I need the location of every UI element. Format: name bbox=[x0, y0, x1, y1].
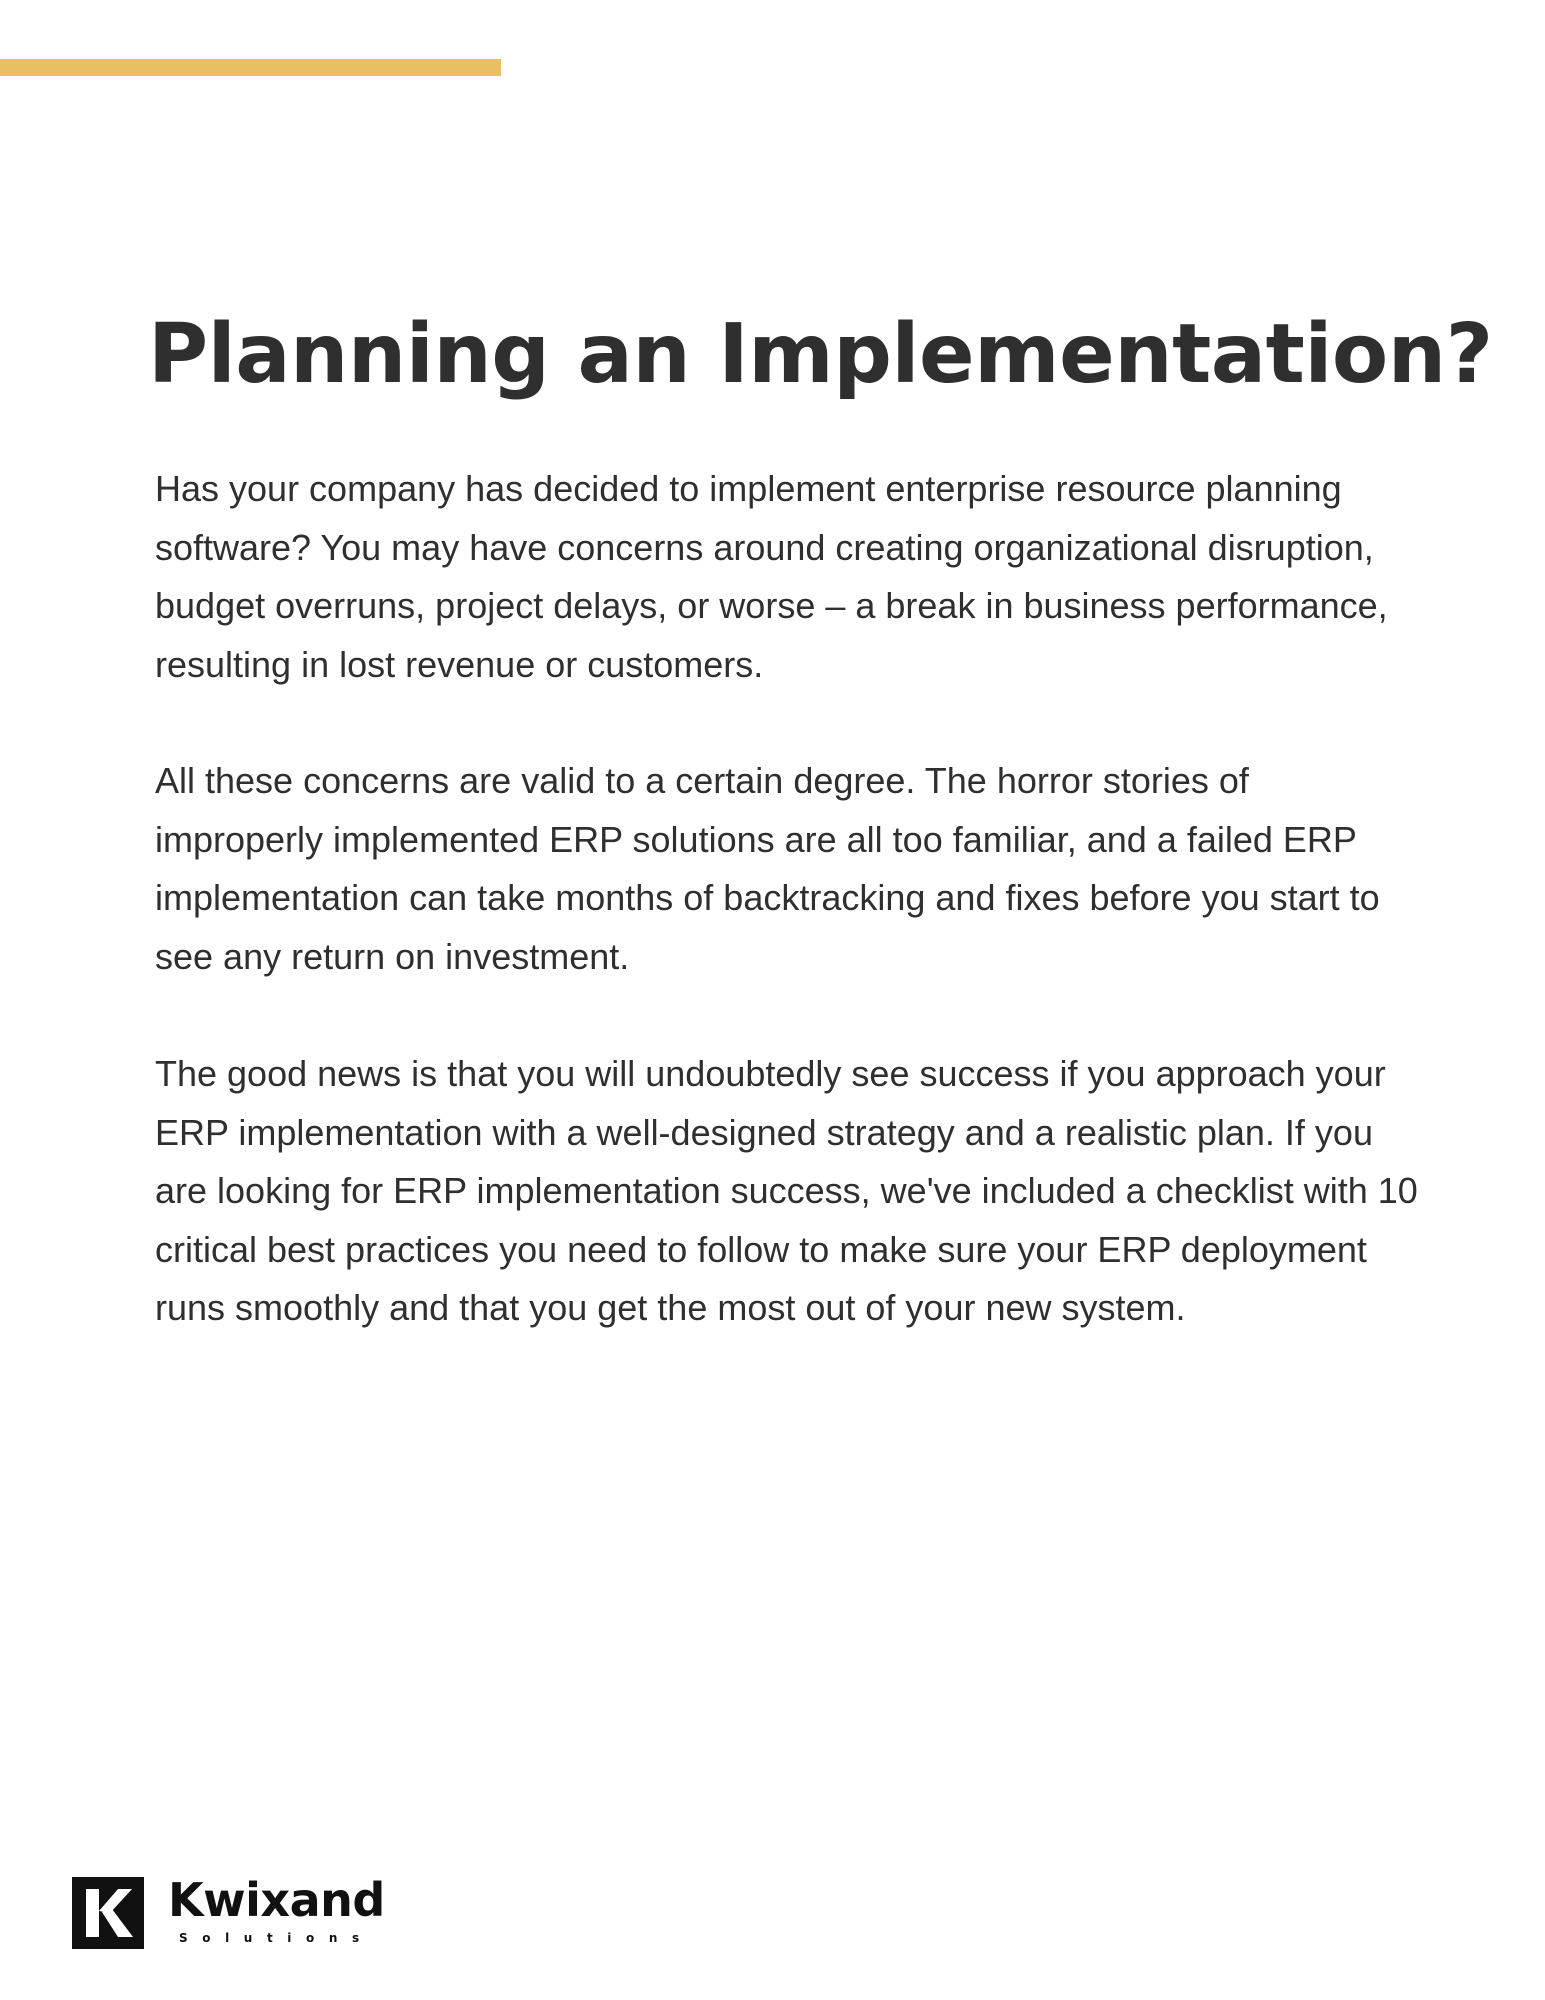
k-logo-icon bbox=[72, 1877, 144, 1949]
accent-bar bbox=[0, 59, 501, 76]
intro-paragraph: Has your company has decided to implement enterprise resource planning software? You may have concerns around creating organizational disruption, budget overruns, project delays, or worse – a break in business performance, resulting in lost revenue or customers. bbox=[155, 468, 1388, 685]
page-title: Planning an Implementation? bbox=[148, 307, 1493, 402]
concerns-paragraph: All these concerns are valid to a certain degree. The horror stories of improperly implemented ERP solutions are all too familiar, and a failed ERP implementation can take months of backtracking and fixes before you start to see any return on investment. bbox=[155, 760, 1380, 977]
good-news-paragraph: The good news is that you will undoubtedly see success if you approach your ERP implementation with a well-designed strategy and a realistic plan. If you are looking for ERP implementation success, we've included a checklist with 10 critical best practices you need to follow to make sure your ERP deployment runs smoothly and that you get the most out of your new system. bbox=[155, 1053, 1418, 1328]
brand-name: Kwixand bbox=[168, 1873, 385, 1927]
brand-tagline: Solutions bbox=[179, 1931, 374, 1945]
